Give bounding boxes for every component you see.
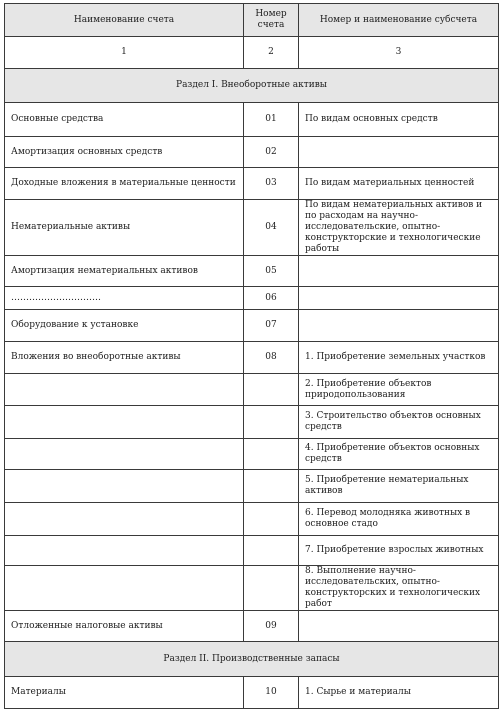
account-code: 02 [244, 137, 299, 168]
account-code [244, 439, 299, 470]
subaccount: По видам материальных ценностей [299, 168, 499, 200]
table-row [5, 374, 499, 406]
table-row [5, 503, 499, 536]
table-row [5, 310, 499, 342]
subaccount [299, 137, 499, 168]
account-name: Амортизация нематериальных активов [5, 256, 244, 287]
account-code [244, 503, 299, 536]
header-row [5, 4, 499, 37]
account-name [5, 536, 244, 566]
section-row [5, 69, 499, 103]
account-name: Доходные вложения в материальные ценности [5, 168, 244, 200]
header-subaccount: Номер и наименование субсчета [299, 4, 499, 37]
subaccount [299, 310, 499, 342]
account-name [5, 470, 244, 503]
table-row [5, 137, 499, 168]
subaccount [299, 287, 499, 310]
account-code: 09 [244, 611, 299, 642]
table-row [5, 406, 499, 439]
subaccount [299, 256, 499, 287]
account-code [244, 406, 299, 439]
account-name: Вложения во внеоборотные активы [5, 342, 244, 374]
subaccount: 4. Приобретение объектов основных средств [299, 439, 499, 470]
account-code: 03 [244, 168, 299, 200]
subaccount: По видам основных средств [299, 103, 499, 137]
table-row [5, 168, 499, 200]
subaccount: По видам нематериальных активов и по расходам на научно-исследовательские, опытно-конструкторские и технологические работы [299, 200, 499, 256]
account-code: 08 [244, 342, 299, 374]
account-code: 01 [244, 103, 299, 137]
account-name [5, 503, 244, 536]
column-number-1: 1 [5, 37, 244, 69]
table-row [5, 103, 499, 137]
table-row [5, 677, 499, 709]
column-number-2: 2 [244, 37, 299, 69]
table-row [5, 536, 499, 566]
section-row [5, 642, 499, 677]
table-row [5, 470, 499, 503]
table-row [5, 439, 499, 470]
subaccount: 2. Приобретение объектов природопользования [299, 374, 499, 406]
account-name: Амортизация основных средств [5, 137, 244, 168]
account-code: 10 [244, 677, 299, 709]
account-code [244, 566, 299, 611]
account-name: Отложенные налоговые активы [5, 611, 244, 642]
account-code: 05 [244, 256, 299, 287]
chart-of-accounts-table [4, 3, 499, 709]
account-name [5, 374, 244, 406]
account-code: 07 [244, 310, 299, 342]
account-code: 06 [244, 287, 299, 310]
account-name [5, 566, 244, 611]
account-code [244, 374, 299, 406]
account-name: ………………………… [5, 287, 244, 310]
subaccount: 3. Строительство объектов основных средств [299, 406, 499, 439]
account-code [244, 470, 299, 503]
section-title: Раздел I. Внеоборотные активы [5, 69, 499, 103]
account-name [5, 439, 244, 470]
account-name: Оборудование к установке [5, 310, 244, 342]
subaccount [299, 611, 499, 642]
account-name: Нематериальные активы [5, 200, 244, 256]
header-account-name: Наименование счета [5, 4, 244, 37]
subaccount: 6. Перевод молодняка животных в основное стадо [299, 503, 499, 536]
table-row [5, 200, 499, 256]
account-name [5, 406, 244, 439]
column-number-row [5, 37, 499, 69]
subaccount: 1. Приобретение земельных участков [299, 342, 499, 374]
section-title: Раздел II. Производственные запасы [5, 642, 499, 677]
account-code [244, 536, 299, 566]
table-row [5, 342, 499, 374]
subaccount: 8. Выполнение научно-исследовательских, опытно-конструкторских и технологических работ [299, 566, 499, 611]
subaccount: 7. Приобретение взрослых животных [299, 536, 499, 566]
table-row [5, 611, 499, 642]
header-account-number: Номер счета [244, 4, 299, 37]
column-number-3: 3 [299, 37, 499, 69]
table-row [5, 287, 499, 310]
table-row [5, 256, 499, 287]
subaccount: 1. Сырье и материалы [299, 677, 499, 709]
account-name: Основные средства [5, 103, 244, 137]
account-code: 04 [244, 200, 299, 256]
table-row [5, 566, 499, 611]
subaccount: 5. Приобретение нематериальных активов [299, 470, 499, 503]
account-name: Материалы [5, 677, 244, 709]
